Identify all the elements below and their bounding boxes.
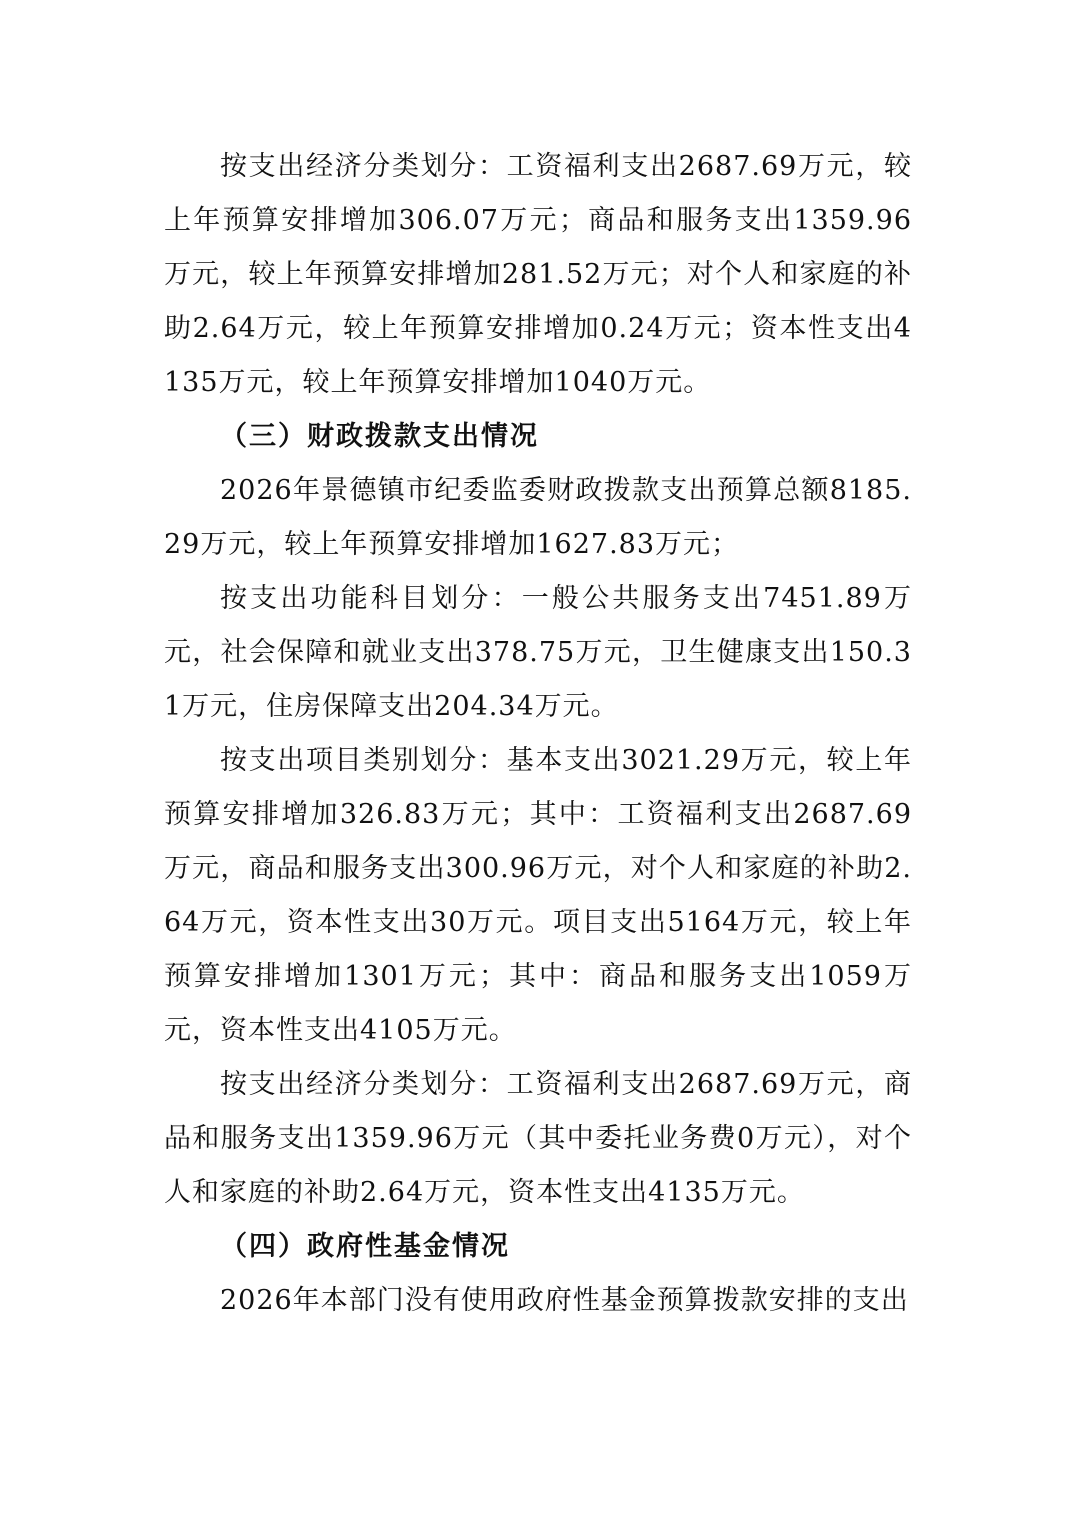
paragraph-economic-classification-fiscal: 按支出经济分类划分：工资福利支出2687.69万元，商品和服务支出1359.96万元（其中委托业务费0万元），对个人和家庭的补助2.64万元，资本性支出4135万元。 <box>164 1069 912 1208</box>
paragraph-project-classification: 按支出项目类别划分：基本支出3021.29万元，较上年预算安排增加326.83万元；其中：工资福利支出2687.69万元，商品和服务支出300.96万元，对个人和家庭的补助2.64万元，资本性支出30万元。项目支出5164万元，较上年预算安排增加1301万元；其中：商品和服务支出1059万元，资本性支出4105万元。 <box>164 745 912 1046</box>
paragraph-government-funds: 2026年本部门没有使用政府性基金预算拨款安排的支出 <box>220 1285 909 1316</box>
section-heading-government-funds: （四）政府性基金情况 <box>220 1231 510 1262</box>
section-heading-fiscal-expenditure: （三）财政拨款支出情况 <box>220 421 539 452</box>
document-page <box>164 140 912 1328</box>
paragraph-fiscal-total: 2026年景德镇市纪委监委财政拨款支出预算总额8185.29万元，较上年预算安排增加1627.83万元； <box>164 475 912 560</box>
paragraph-functional-classification: 按支出功能科目划分：一般公共服务支出7451.89万元，社会保障和就业支出378.75万元，卫生健康支出150.31万元，住房保障支出204.34万元。 <box>164 583 912 722</box>
paragraph-economic-classification: 按支出经济分类划分：工资福利支出2687.69万元，较上年预算安排增加306.07万元；商品和服务支出1359.96万元，较上年预算安排增加281.52万元；对个人和家庭的补助2.64万元，较上年预算安排增加0.24万元；资本性支出4135万元，较上年预算安排增加1040万元。 <box>164 151 912 398</box>
